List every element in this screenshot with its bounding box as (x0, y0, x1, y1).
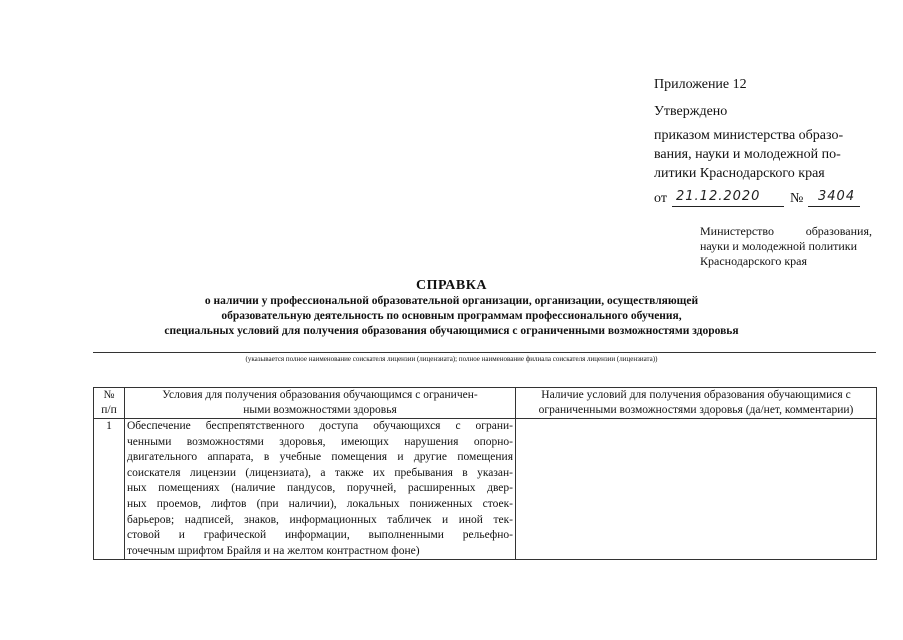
condition-line: стовой и графической информации, выполненными рельефно- (127, 529, 513, 542)
condition-line: ных проемов, лифтов (при наличии), локальных пониженных стоек- (127, 497, 513, 510)
approved-label: Утверждено (654, 104, 728, 119)
row-condition (125, 419, 516, 560)
row-availability[interactable] (516, 419, 877, 560)
subtitle-line-2: образовательную деятельность по основным программам профессионального обучения, (221, 310, 682, 322)
appendix-label: Приложение 12 (654, 77, 747, 92)
condition-line: Обеспечение беспрепятственного доступа обучающихся с ограни- (127, 420, 513, 432)
condition-line: барьеров; надписей, знаков, информационных табличек и иной тек- (127, 513, 513, 526)
from-label: от (654, 191, 667, 206)
conditions-table (93, 387, 877, 560)
ministry-word-2: образования, (805, 224, 872, 238)
document-title: СПРАВКА (416, 278, 487, 293)
subtitle-line-3: специальных условий для получения образования обучающимися с ограниченными возможностями здоровья (164, 325, 739, 337)
subtitle-line-1: о наличии у профессиональной образовательной организации, организации, осуществляющей (204, 295, 699, 307)
order-line-3: литики Краснодарского края (654, 166, 825, 181)
order-line-2: вания, науки и молодежной по- (654, 147, 841, 162)
condition-line: двигательного аппарата, в учебные помещения и другие помещения (127, 451, 513, 464)
condition-line: точечным шрифтом Брайля и на желтом контрастном фоне) (127, 544, 420, 557)
date-underline (672, 206, 784, 207)
header-availability-line-2: ограниченными возможностями здоровья (да/нет, комментарии) (538, 404, 854, 416)
ministry-line-3: Краснодарского края (700, 254, 808, 268)
header-conditions-line-1: Условия для получения образования обучающимся с ограничен- (162, 389, 478, 401)
header-num-line-2: п/п (101, 404, 117, 416)
condition-line: ных помещениях (наличие пандусов, поручней, расширенных двер- (127, 482, 513, 495)
order-date: 21.12.2020 (676, 189, 761, 204)
ministry-block (700, 224, 872, 269)
ministry-line-1 (700, 224, 872, 239)
number-label: № (790, 191, 804, 206)
condition-line: ченными возможностями здоровья, имеющих нарушения опорно- (127, 435, 513, 448)
number-underline (808, 206, 860, 207)
row-number: 1 (94, 419, 125, 560)
order-text (654, 126, 874, 183)
table-header-row (94, 388, 877, 419)
order-number: 3404 (818, 189, 856, 204)
header-availability-line-1: Наличие условий для получения образования обучающимися с (541, 389, 851, 401)
condition-line: соискателя лицензии (лицензиата), а также их пребывания в указан- (127, 466, 513, 479)
header-num (94, 388, 125, 419)
organization-name-line (93, 352, 876, 353)
ministry-word-1: Министерство (700, 224, 774, 238)
document-subtitle (0, 294, 903, 339)
organization-name-note: (указывается полное наименование соискателя лицензии (лицензиата); полное наименование филиала соискателя лицензии (лицензиата)) (245, 355, 658, 363)
order-line-1: приказом министерства образо- (654, 128, 844, 143)
header-num-line-1: № (103, 389, 115, 401)
ministry-line-2: науки и молодежной политики (700, 239, 858, 253)
header-availability (516, 388, 877, 419)
header-conditions (125, 388, 516, 419)
header-conditions-line-2: ными возможностями здоровья (243, 404, 397, 416)
table-row (94, 419, 877, 560)
